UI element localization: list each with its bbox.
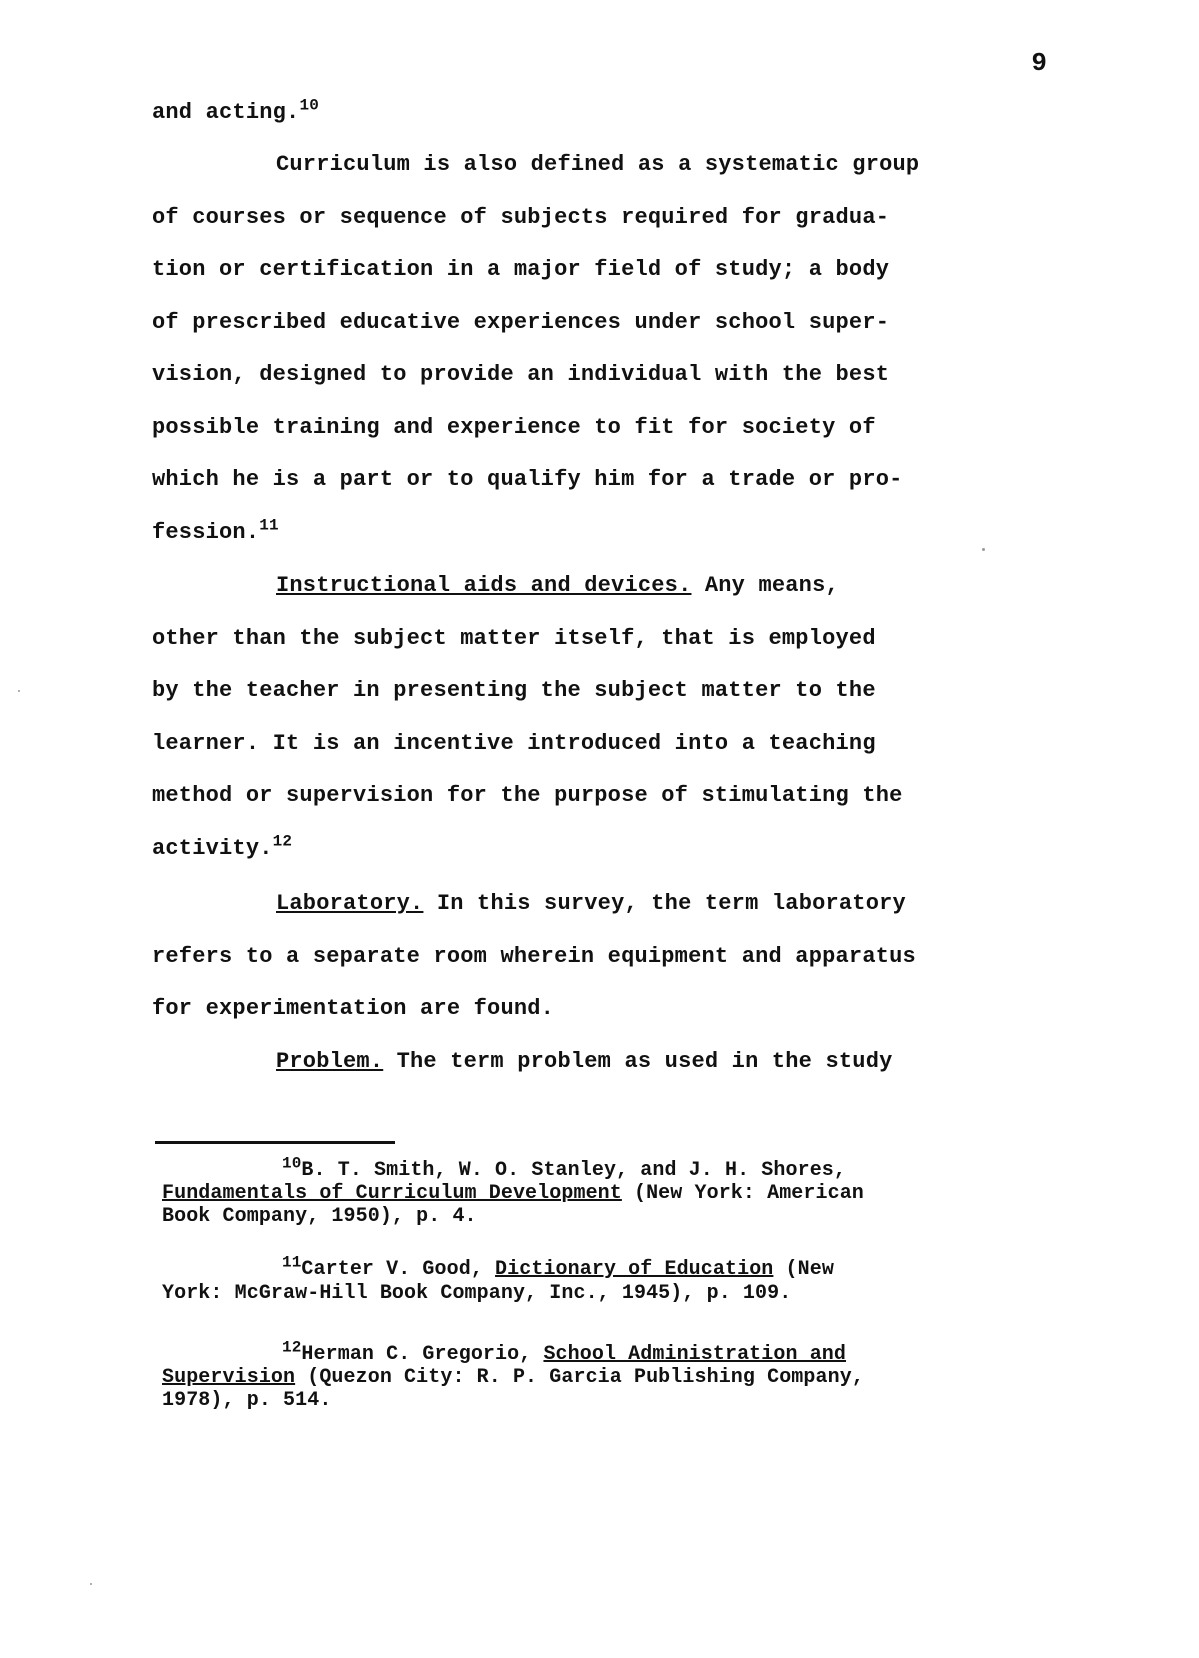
body-line: for experimentation are found. — [152, 996, 555, 1021]
footnote-line — [162, 1182, 864, 1205]
body-line — [152, 832, 293, 861]
footnote-number: 11 — [282, 1253, 302, 1272]
body-line: vision, designed to provide an individual with the best — [152, 362, 890, 387]
footnote-line: York: McGraw-Hill Book Company, Inc., 1945), p. 109. — [162, 1282, 792, 1305]
line-text: The term problem as used in the study — [383, 1049, 893, 1074]
body-line — [152, 516, 279, 545]
line-text: activity. — [152, 836, 273, 861]
footnote-line: Book Company, 1950), p. 4. — [162, 1205, 477, 1228]
footnote-ref-11: 11 — [259, 516, 279, 535]
line-text: Any means, — [691, 573, 839, 598]
footnote-text: (New York: American — [621, 1182, 864, 1205]
line-text: In this survey, the term laboratory — [423, 891, 906, 916]
footnote-text: Carter V. Good, — [301, 1258, 496, 1281]
footnote-ref-10: 10 — [299, 96, 320, 115]
footnote-number: 12 — [282, 1338, 302, 1357]
defined-term: Instructional aids and devices. — [276, 573, 692, 598]
footnote-11 — [282, 1253, 834, 1281]
scan-speck — [90, 1583, 92, 1585]
footnote-line: 1978), p. 514. — [162, 1389, 332, 1412]
body-line: by the teacher in presenting the subject matter to the — [152, 678, 876, 703]
definition-instructional-aids — [276, 573, 839, 598]
line-text: fession. — [152, 520, 260, 545]
body-line: refers to a separate room wherein equipment and apparatus — [152, 944, 916, 969]
book-title: Supervision — [162, 1366, 296, 1389]
body-line: method or supervision for the purpose of stimulating the — [152, 783, 903, 808]
footnote-text: Herman C. Gregorio, — [301, 1343, 544, 1366]
body-line: Curriculum is also defined as a systematic group — [276, 152, 920, 177]
book-title: Dictionary of Education — [495, 1258, 774, 1281]
footnote-line — [162, 1366, 864, 1389]
line-text: and acting. — [152, 100, 300, 125]
book-title: School Administration and — [543, 1343, 847, 1366]
body-line: learner. It is an incentive introduced into a teaching — [152, 731, 876, 756]
definition-problem — [276, 1049, 893, 1074]
body-line: of courses or sequence of subjects required for gradua- — [152, 205, 890, 230]
footnote-text: B. T. Smith, W. O. Stanley, and J. H. Shores, — [301, 1159, 846, 1182]
body-line: other than the subject matter itself, that is employed — [152, 626, 876, 651]
body-line: tion or certification in a major field of study; a body — [152, 257, 890, 282]
footnote-12 — [282, 1338, 847, 1366]
footnote-text: (New — [773, 1258, 834, 1281]
definition-laboratory — [276, 891, 906, 916]
defined-term: Problem. — [276, 1049, 384, 1074]
body-line: of prescribed educative experiences under school super- — [152, 310, 890, 335]
body-line — [152, 96, 320, 125]
body-line: possible training and experience to fit for society of — [152, 415, 876, 440]
footnote-text: (Quezon City: R. P. Garcia Publishing Company, — [295, 1366, 864, 1389]
body-line: which he is a part or to qualify him for a trade or pro- — [152, 467, 903, 492]
defined-term: Laboratory. — [276, 891, 424, 916]
footnote-ref-12: 12 — [272, 832, 293, 851]
page-number: 9 — [1031, 48, 1047, 78]
scan-speck — [18, 690, 20, 692]
scan-speck — [982, 548, 985, 551]
footnote-10 — [282, 1154, 846, 1182]
footnote-number: 10 — [282, 1154, 302, 1173]
footnote-separator — [155, 1141, 395, 1144]
book-title: Fundamentals of Curriculum Development — [162, 1182, 622, 1205]
